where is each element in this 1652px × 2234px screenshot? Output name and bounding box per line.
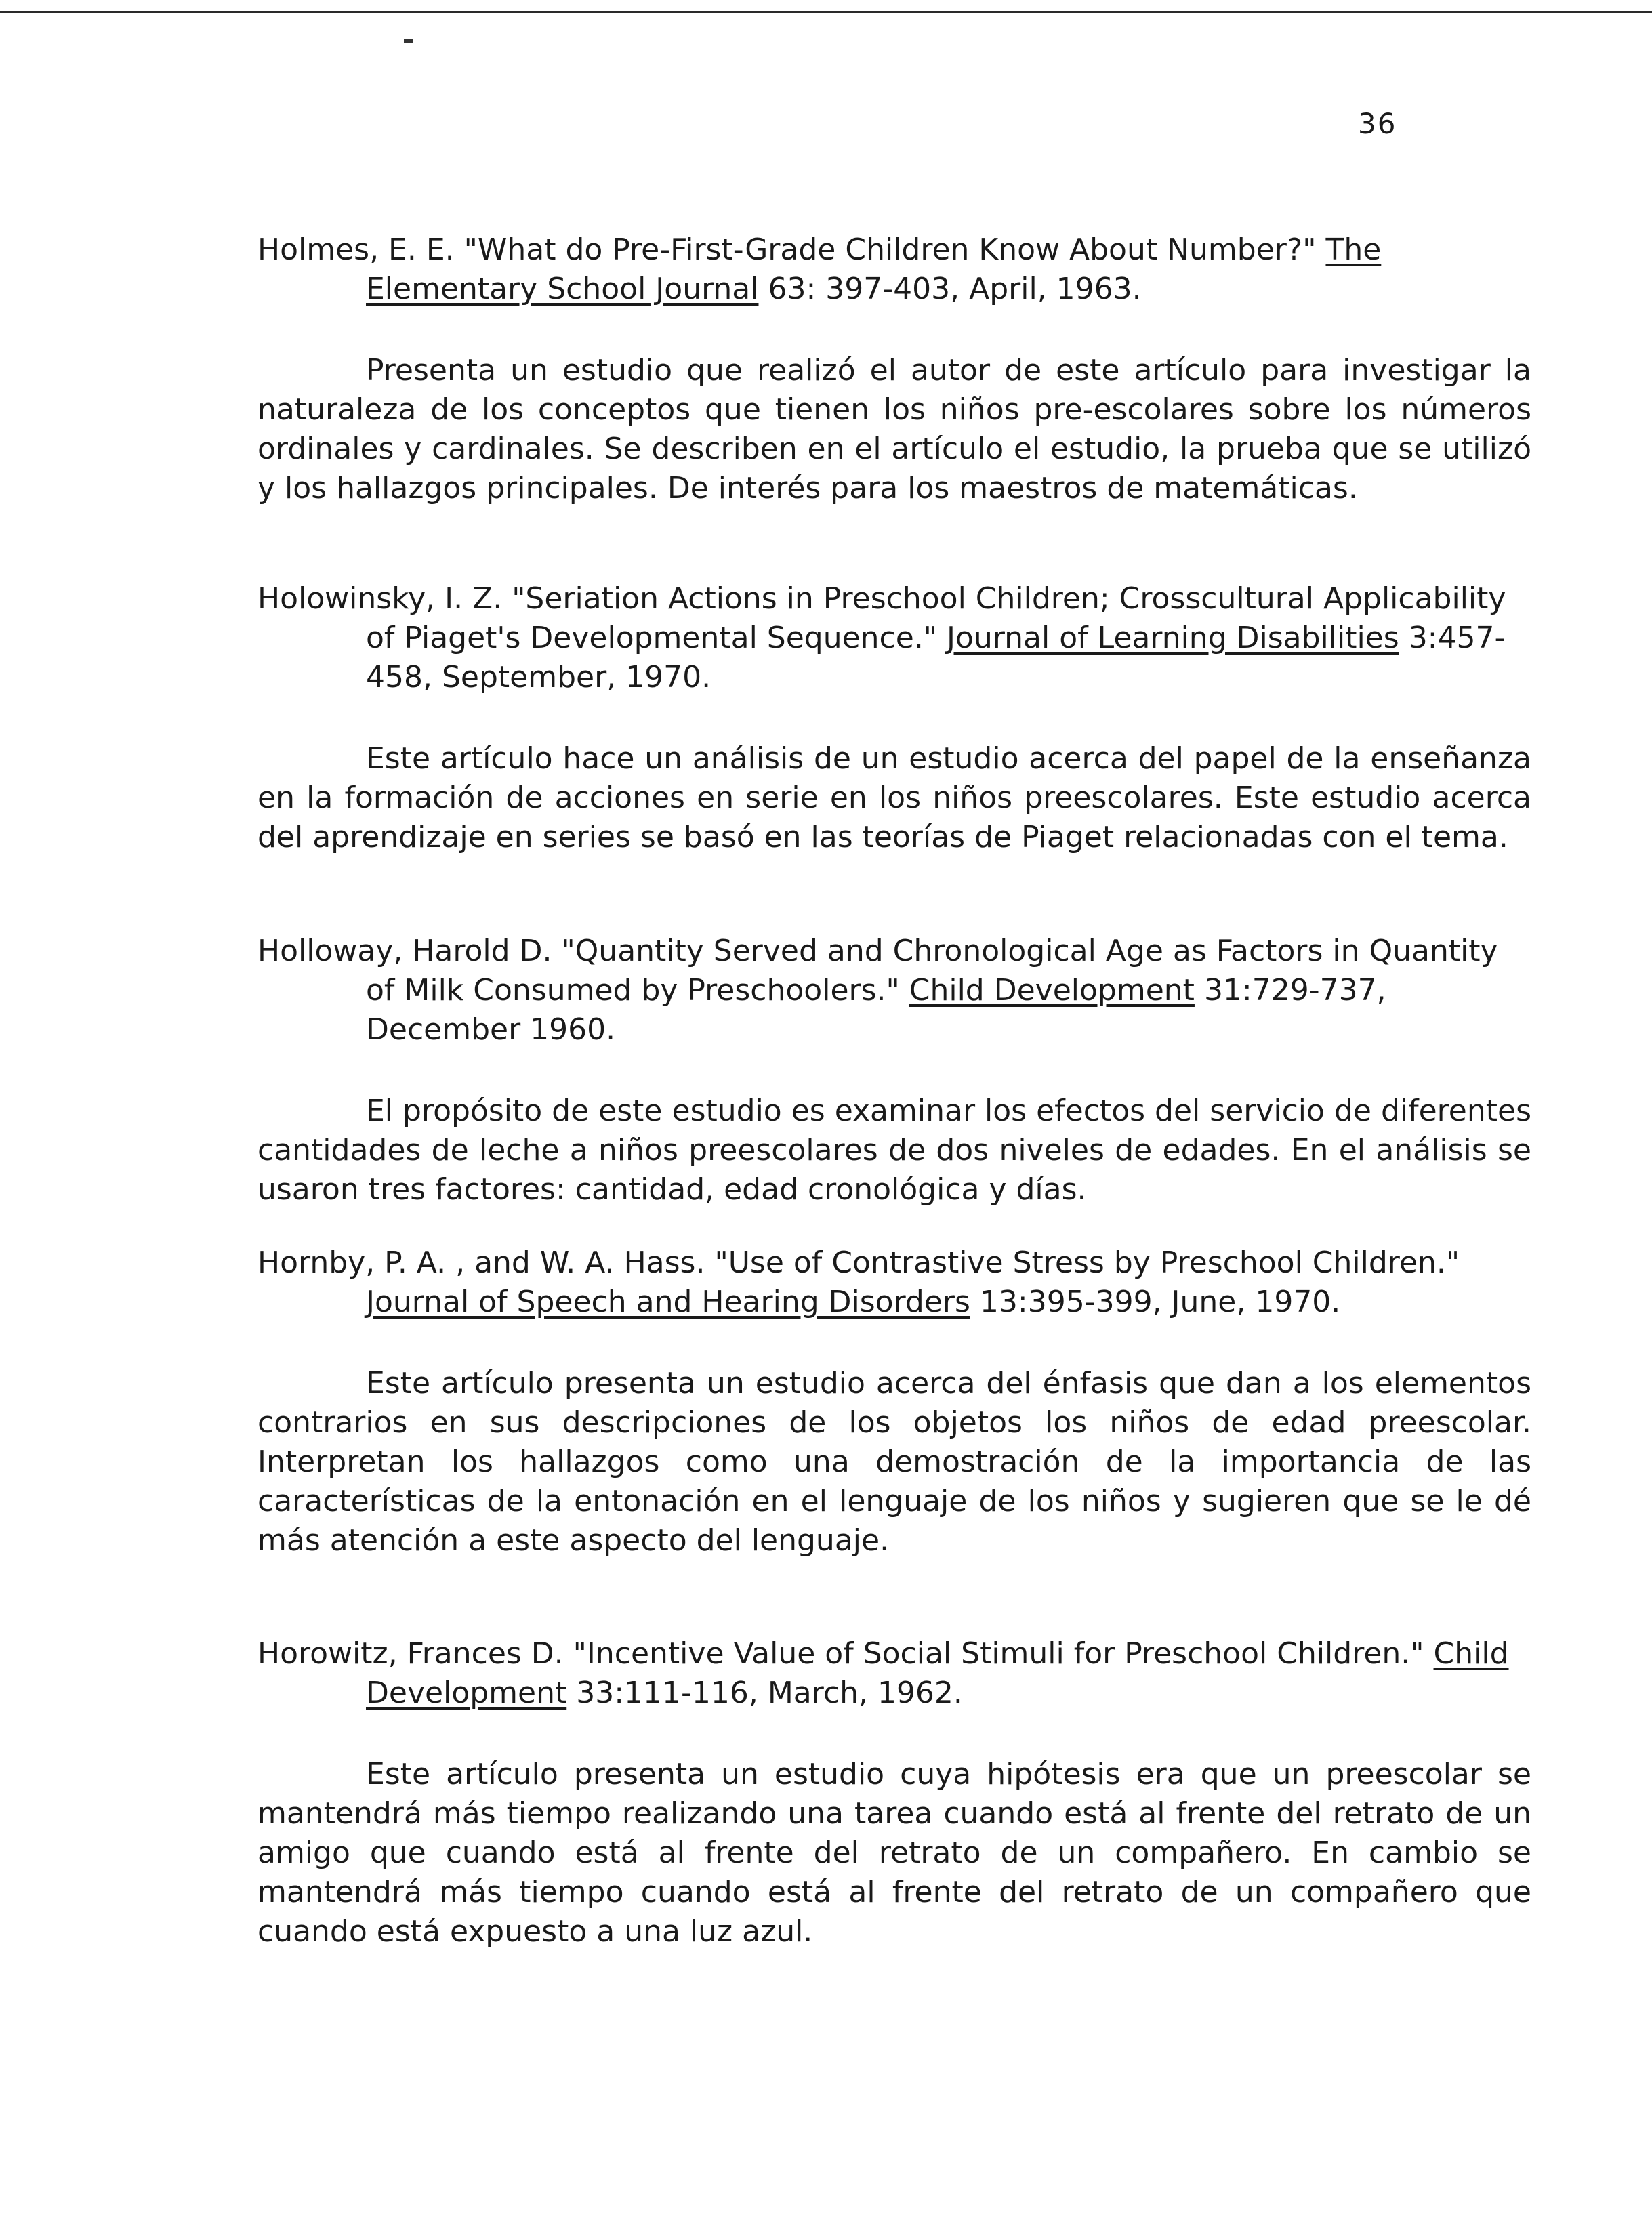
article-title: "What do Pre-First-Grade Children Know About Number?" [463,232,1317,267]
bibliography-entry [257,230,1531,508]
citation [257,579,1531,697]
publication-details: 13:395-399, June, 1970. [979,1285,1341,1319]
author: Hornby, P. A. , and W. A. Hass. [257,1245,705,1280]
bibliography-entry [257,579,1531,857]
author: Holloway, Harold D. [257,934,552,968]
publication-details: 33:111-116, March, 1962. [576,1676,963,1710]
page-number: 36 [1358,107,1397,140]
page-top-border [0,11,1652,13]
summary: Este artículo presenta un estudio acerca del énfasis que dan a los elementos contrarios en sus descripciones de los objetos los niños de edad preescolar. Interpretan los hallazgos como una demostración de la importancia de las características de la entonación en el lenguaje de los niños y sugieren que se le dé más atención a este aspecto del lenguaje. [257,1366,1531,1558]
summary: Presenta un estudio que realizó el autor de este artículo para investigar la naturaleza de los conceptos que tienen los niños pre-escolares sobre los números ordinales y cardinales. Se describen en el artículo el estudio, la prueba que se utilizó y los hallazgos principales. De interés para los maestros de matemáticas. [257,353,1531,505]
publication-details: 3:457-458, September, 1970. [366,621,1506,695]
article-title: "Quantity Served and Chronological Age as Factors in Quantity of Milk Consumed by Preschoolers." [366,934,1498,1008]
journal-name: Child Development [366,1636,1509,1710]
article-title: "Use of Contrastive Stress by Preschool Children." [714,1245,1460,1280]
author: Horowitz, Frances D. [257,1636,564,1671]
publication-details: 31:729-737, December 1960. [366,973,1386,1047]
bibliography-entry [257,932,1531,1209]
author: Holowinsky, I. Z. [257,581,503,616]
journal-name: Journal of Learning Disabilities [947,621,1399,655]
summary: Este artículo presenta un estudio cuya hipótesis era que un preescolar se mantendrá más tiempo realizando una tarea cuando está al frente del retrato de un amigo que cuando está al frente del retrato de un compañero. En cambio se mantendrá más tiempo cuando está al frente del retrato de un compañero que cuando está expuesto a una luz azul. [257,1757,1531,1949]
bibliography-entry [257,1243,1531,1560]
bibliography-entry [257,1634,1531,1951]
journal-name: Journal of Speech and Hearing Disorders [366,1285,970,1319]
publication-details: 63: 397-403, April, 1963. [768,272,1142,306]
citation [257,230,1531,309]
author: Holmes, E. E. [257,232,455,267]
summary: Este artículo hace un análisis de un estudio acerca del papel de la enseñanza en la formación de acciones en serie en los niños preescolares. Este estudio acerca del aprendizaje en series se basó en las teorías de Piaget relacionadas con el tema. [257,741,1531,854]
article-title: "Incentive Value of Social Stimuli for Preschool Children." [573,1636,1424,1671]
citation [257,1634,1531,1713]
scan-mark [404,39,413,43]
summary: El propósito de este estudio es examinar los efectos del servicio de diferentes cantidades de leche a niños preescolares de dos niveles de edades. En el análisis se usaron tres factores: cantidad, edad cronológica y días. [257,1094,1531,1207]
journal-name: The Elementary School Journal [366,232,1382,306]
journal-name: Child Development [909,973,1195,1008]
citation [257,932,1531,1050]
citation [257,1243,1531,1322]
article-title: "Seriation Actions in Preschool Children; Crosscultural Applicability of Piaget's Developmental Sequence." [366,581,1506,655]
